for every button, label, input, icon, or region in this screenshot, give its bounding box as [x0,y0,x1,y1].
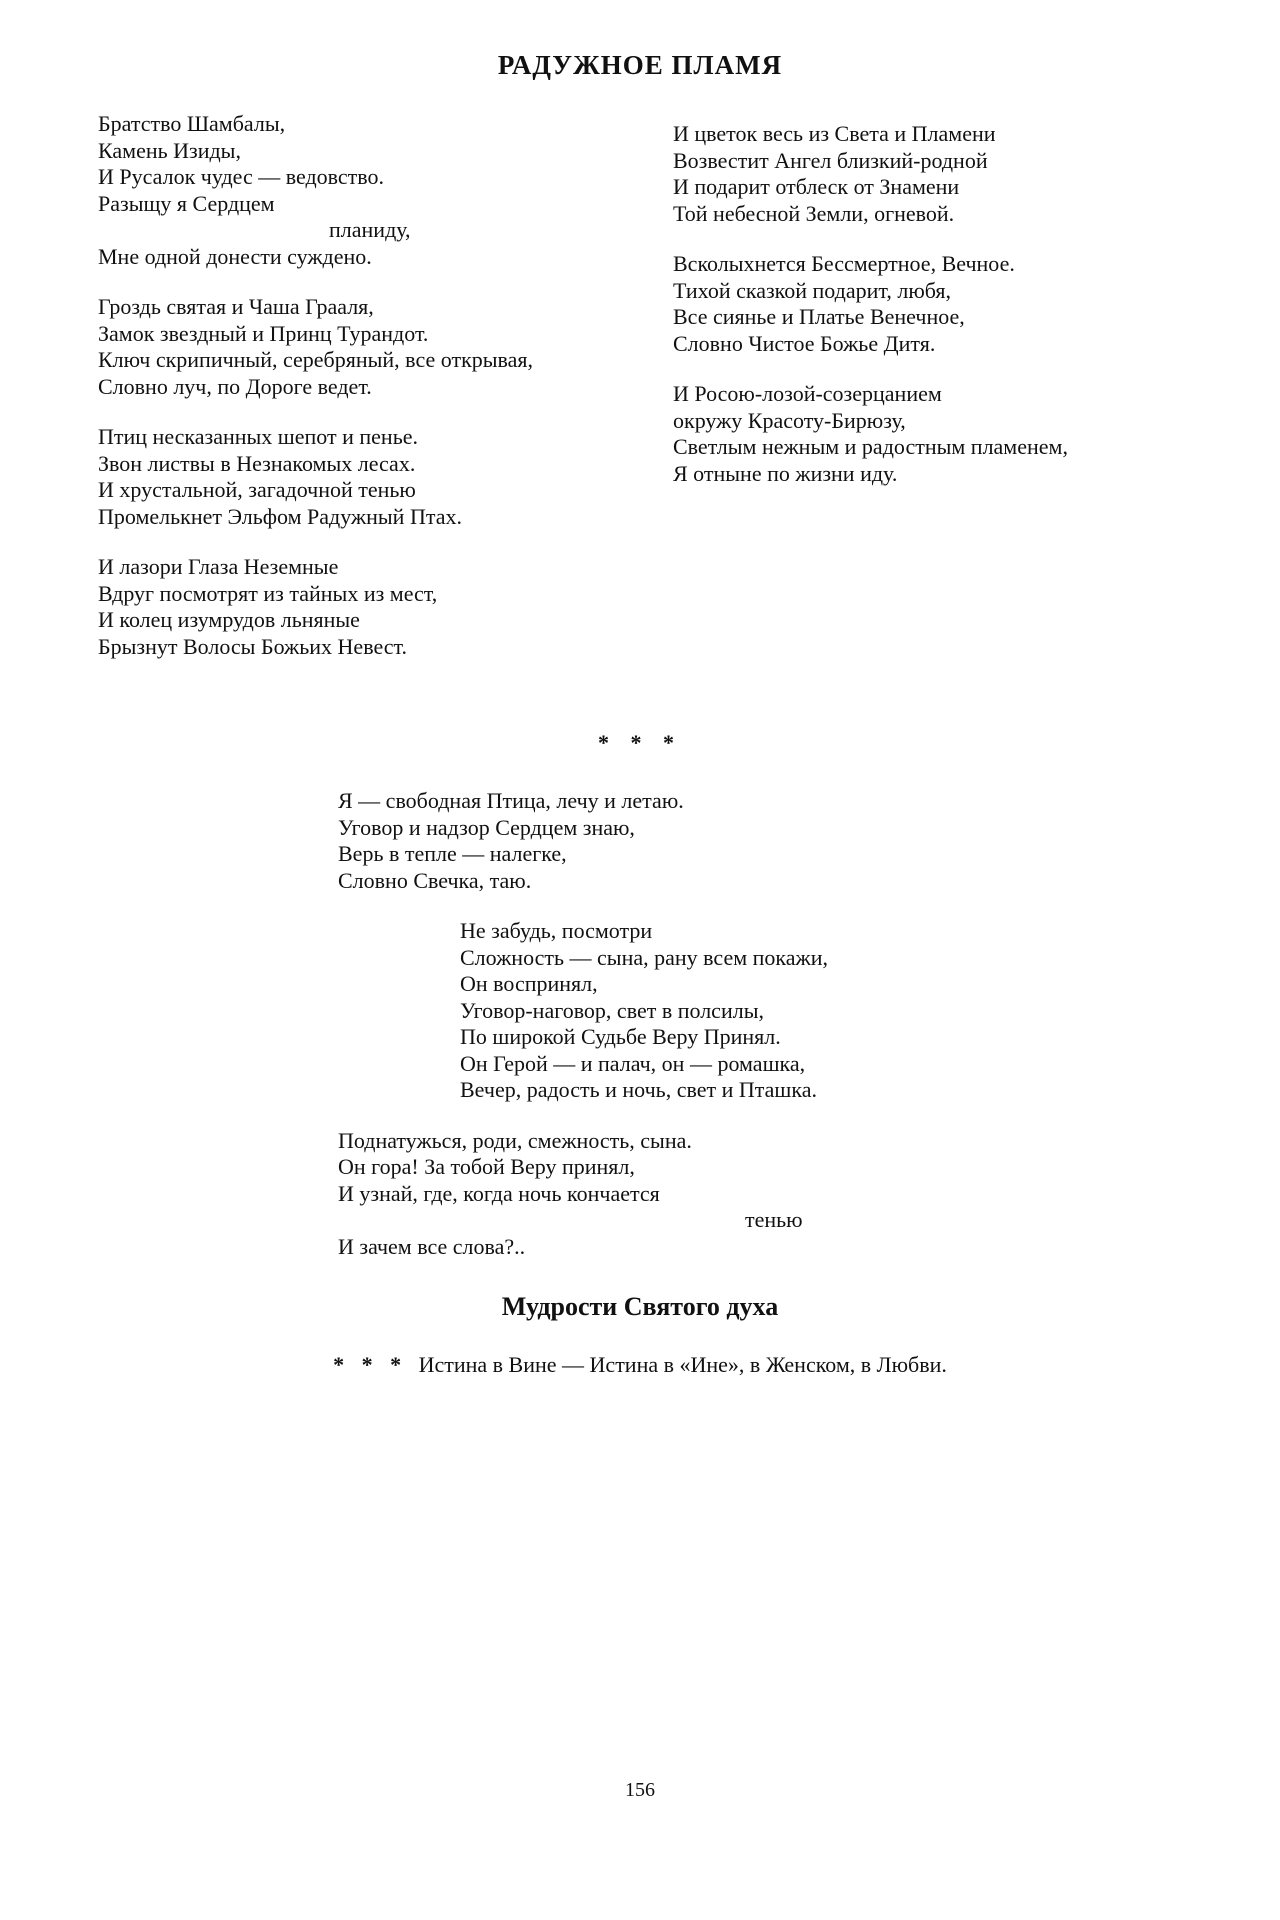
verse-line: И хрустальной, загадочной тенью [98,477,416,502]
verse-line: Он гора! За тобой Веру принял, [338,1154,635,1179]
verse-line: Камень Изиды, [98,137,241,163]
stanza [98,424,658,530]
verse-line: Мне одной донести суждено. [98,243,372,269]
verse-line: Братство Шамбалы, [98,111,286,136]
left-column [98,111,658,684]
verse-line: Словно Свечка, таю. [338,867,532,893]
verse-line: Сложность — сына, рану всем покажи, [460,944,829,970]
stanza [673,251,1213,357]
verse-line: Гроздь святая и Чаша Грааля, [98,294,374,319]
stanza [338,1128,1038,1261]
verse-line: Той небесной Земли, огневой. [673,200,955,226]
verse-line: Я отныне по жизни иду. [673,460,898,486]
stanza [98,554,658,660]
verse-line: тенью [745,1207,803,1232]
wisdom-line [0,1352,1280,1378]
verse-line: Словно Чистое Божье Дитя. [673,330,936,356]
verse-line: Вечер, радость и ночь, свет и Пташка. [460,1077,817,1102]
right-column [673,121,1213,511]
verse-line: И колец изумрудов льняные [98,607,360,632]
verse-line: Все сиянье и Платье Венечное, [673,304,965,329]
verse-line: окружу Красоту-Бирюзу, [673,407,906,433]
verse-line: Поднатужься, роди, смежность, сына. [338,1127,692,1153]
stanza [338,918,1038,1104]
verse-line: Ключ скрипичный, серебряный, все открывая, [98,347,534,372]
stanza [673,121,1213,227]
verse-line: И цветок весь из Света и Пламени [673,121,996,146]
verse-line: Он воспринял, [460,971,598,996]
verse-line: Возвестит Ангел близкий-родной [673,147,988,173]
page-number: 156 [625,1779,655,1801]
section-heading: Мудрости Святого духа [501,1292,779,1321]
verse-line: И Русалок чудес — ведовство. [98,164,385,189]
verse-line: Я — свободная Птица, лечу и летаю. [338,788,684,813]
verse-line: планиду, [329,217,411,242]
verse-line: Звон листвы в Незнакомых лесах. [98,450,416,476]
stanza [338,788,1038,894]
verse-line: Всколыхнется Бессмертное, Вечное. [673,251,1015,276]
verse-line: Не забудь, посмотри [460,918,653,943]
verse-line: Замок звездный и Принц Турандот. [98,320,429,346]
verse-line: И узнай, где, когда ночь кончается [338,1180,660,1206]
stanza [98,111,658,270]
verse-line: Светлым нежным и радостным пламенем, [673,434,1068,459]
untitled-poem [338,788,1038,1284]
verse-line: Уговор и надзор Сердцем знаю, [338,814,635,840]
stanza [98,294,658,400]
verse-line: И лазори Глаза Неземные [98,554,339,579]
verse-line: Разыщу я Сердцем [98,190,275,216]
verse-line: Птиц несказанных шепот и пенье. [98,424,418,449]
verse-line: Словно луч, по Дороге ведет. [98,373,372,399]
verse-line: И подарит отблеск от Знамени [673,174,960,199]
verse-line: Вдруг посмотрят из тайных из мест, [98,580,438,606]
verse-line: Промелькнет Эльфом Радужный Птах. [98,503,462,529]
verse-line: Тихой сказкой подарит, любя, [673,277,952,303]
verse-line: Брызнут Волосы Божьих Невест. [98,633,407,659]
verse-line: И Росою-лозой-созерцанием [673,381,942,406]
wisdom-text: Истина в Вине — Истина в «Ине», в Женском, в Любви. [418,1352,947,1377]
verse-line: Верь в тепле — налегке, [338,841,567,866]
verse-line: И зачем все слова?.. [338,1233,526,1259]
verse-line: По широкой Судьбе Веру Принял. [460,1024,781,1049]
stanza [673,381,1213,487]
verse-line: Уговор-наговор, свет в полсилы, [460,997,764,1023]
poem-title: РАДУЖНОЕ ПЛАМЯ [497,50,783,80]
wisdom-stars: * * * [333,1352,408,1377]
section-separator: * * * [598,730,682,755]
verse-line: Он Герой — и палач, он — ромашка, [460,1050,806,1076]
